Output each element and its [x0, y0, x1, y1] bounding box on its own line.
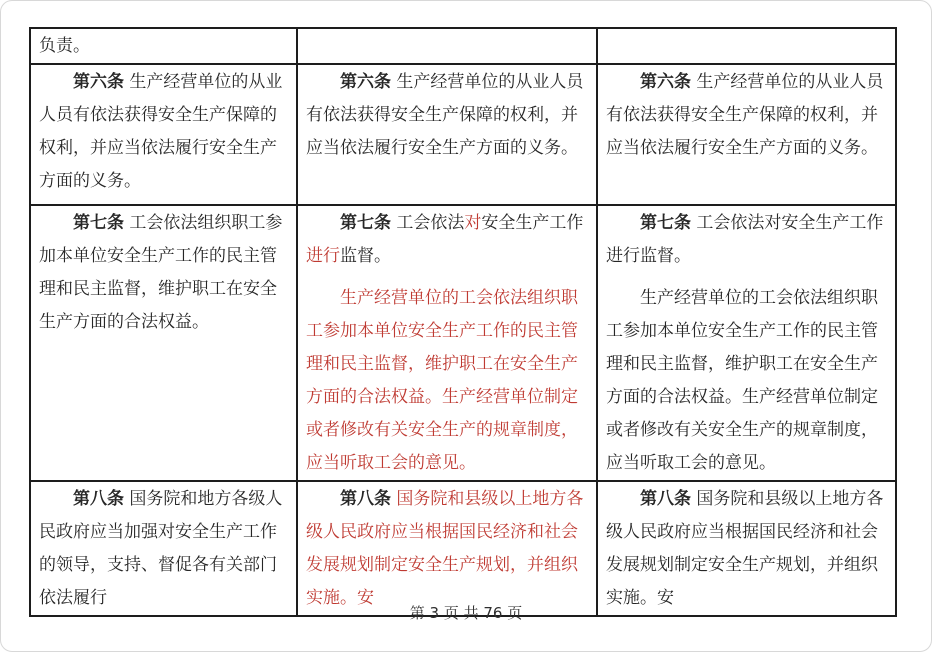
paragraph	[39, 30, 288, 63]
paragraph	[306, 483, 588, 615]
text-segment: 第八条	[73, 489, 124, 509]
paragraph	[39, 207, 288, 339]
text-segment: 国务院和县级以上地方各级人民政府应当根据国民经济和社会发展规划制定安全生产规划，并组织实施。安	[606, 489, 884, 608]
row-article-6-version-1	[30, 64, 297, 205]
text-segment: 第八条	[640, 489, 691, 509]
row-article-6-version-2	[297, 64, 597, 205]
row-article-8-version-3	[597, 481, 896, 616]
row-article-8-version-1	[30, 481, 297, 616]
text-segment: 第七条	[640, 213, 691, 233]
row-continuation-version-3	[597, 28, 896, 64]
text-segment: 第七条	[73, 213, 124, 233]
text-segment: 负责。	[39, 36, 90, 56]
text-segment: 工会依法对安全生产工作进行监督。	[606, 213, 884, 266]
row-article-8	[30, 481, 896, 616]
text-segment: 工会依法组织职工参加本单位安全生产工作的民主管理和民主监督，维护职工在安全生产方面的合法权益。	[39, 213, 283, 332]
paragraph	[606, 66, 887, 165]
row-continuation	[30, 28, 896, 64]
paragraph	[306, 66, 588, 165]
row-article-8-version-2	[297, 481, 597, 616]
text-segment: 第八条	[340, 489, 391, 509]
page-number: 第 3 页 共 76 页	[409, 604, 523, 622]
comparison-table	[29, 27, 897, 617]
row-continuation-version-1	[30, 28, 297, 64]
text-segment: 第六条	[73, 72, 124, 92]
text-segment: 生产经营单位的从业人员有依法获得安全生产保障的权利，并应当依法履行安全生产方面的义务。	[606, 72, 884, 158]
changed-text: 进行	[306, 246, 340, 266]
row-article-7-version-2	[297, 205, 597, 481]
paragraph	[606, 282, 887, 480]
text-segment: 生产经营单位的从业人员有依法获得安全生产保障的权利，并应当依法履行安全生产方面的义务。	[306, 72, 584, 158]
text-segment: 工会依法	[391, 213, 465, 233]
changed-text: 生产经营单位的工会依法组织职工参加本单位安全生产工作的民主管理和民主监督，维护职工在安全生产方面的合法权益。生产经营单位制定或者修改有关安全生产的规章制度，应当听取工会的意见。	[306, 288, 578, 473]
row-continuation-version-2	[297, 28, 597, 64]
changed-text: 对	[464, 213, 482, 233]
text-segment: 第七条	[340, 213, 391, 233]
text-segment: 国务院和地方各级人民政府应当加强对安全生产工作的领导，支持、督促各有关部门依法履行	[39, 489, 283, 608]
text-segment: 第六条	[340, 72, 391, 92]
changed-text: 国务院和县级以上地方各级人民政府应当根据国民经济和社会发展规划制定安全生产规划，并组织实施。安	[306, 489, 584, 608]
row-article-7-version-3	[597, 205, 896, 481]
paragraph	[306, 207, 588, 273]
comparison-table-body	[30, 28, 896, 616]
text-segment: 监督。	[340, 246, 391, 266]
row-article-7-version-1	[30, 205, 297, 481]
row-article-7	[30, 205, 896, 481]
paragraph	[606, 483, 887, 615]
text-segment: 生产经营单位的工会依法组织职工参加本单位安全生产工作的民主管理和民主监督，维护职工在安全生产方面的合法权益。生产经营单位制定或者修改有关安全生产的规章制度，应当听取工会的意见。	[606, 288, 878, 473]
paragraph	[606, 207, 887, 273]
text-segment: 第六条	[640, 72, 691, 92]
paragraph	[306, 282, 588, 480]
paragraph	[39, 66, 288, 198]
row-article-6-version-3	[597, 64, 896, 205]
text-segment: 安全生产工作	[481, 213, 584, 233]
row-article-6	[30, 64, 896, 205]
paragraph	[39, 483, 288, 615]
text-segment: 生产经营单位的从业人员有依法获得安全生产保障的权利，并应当依法履行安全生产方面的义务。	[39, 72, 283, 191]
